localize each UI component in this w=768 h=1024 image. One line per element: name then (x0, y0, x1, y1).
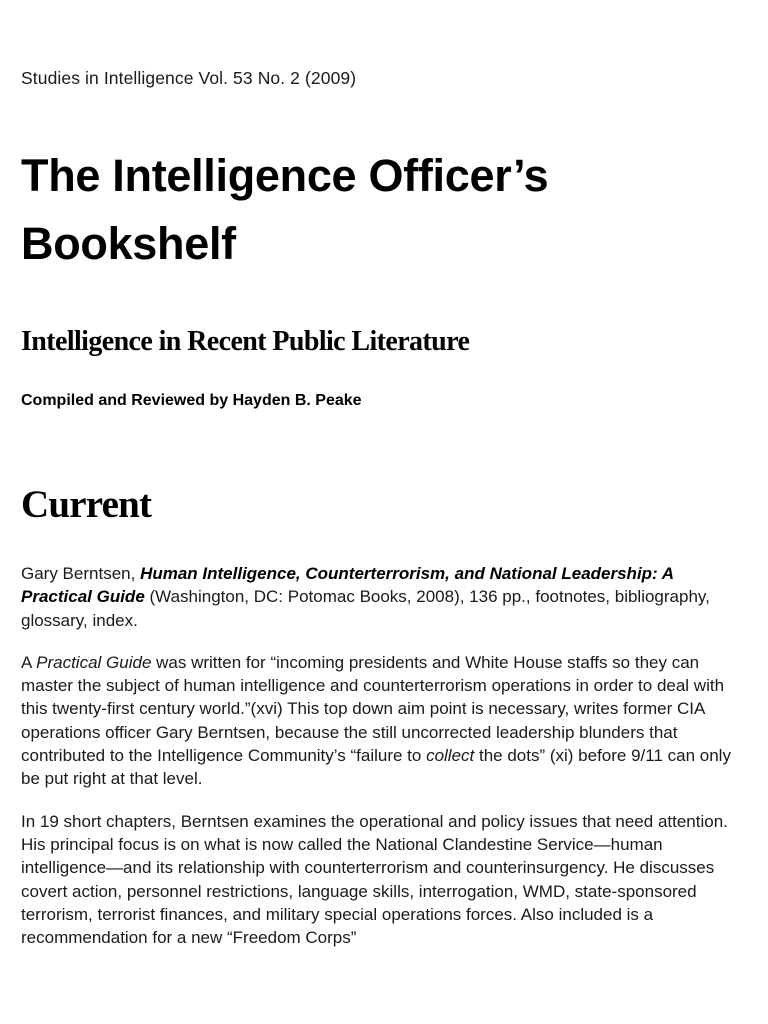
citation-publication: (Washington, DC: Potomac Books, 2008), 136 pp., footnotes, bibliography, glossary, index. (21, 587, 710, 630)
byline: Compiled and Reviewed by Hayden B. Peake (21, 392, 362, 409)
paragraph-text: the dots” (xi) before 9/11 can only be put right at that level. (21, 746, 731, 789)
journal-citation: Studies in Intelligence Vol. 53 No. 2 (2009) (21, 68, 357, 88)
citation-author: Gary Berntsen, (21, 564, 141, 583)
title-reference: Practical Guide (36, 652, 152, 672)
review-body (21, 562, 741, 968)
paragraph-text: A (21, 652, 37, 672)
page-title: The Intelligence Officer’s Bookshelf (21, 150, 549, 269)
citation-book-title: Human Intelligence, Counterterrorism, and National Leadership: A Practical Guide (21, 564, 674, 607)
paragraph-text: was written for “incoming presidents and White House staffs so they can master the subject of human intelligence and counterterrorism operations in order to deal with this twenty-first century world.”(xvi) This top down aim point is necessary, writes former CIA operations officer Gary Berntsen, because the still uncorrected leadership blunders that contributed to the Intelligence Community’s “failure to (21, 652, 725, 766)
review-paragraph-1 (21, 651, 741, 791)
section-heading: Current (21, 483, 152, 526)
book-citation (21, 562, 741, 632)
review-paragraph-2: In 19 short chapters, Berntsen examines the operational and policy issues that need attention. His principal focus is on what is now called the National Clandestine Service—human intelligence—and its relationship with counterterrorism and counterinsurgency. He discusses covert action, personnel restrictions, language skills, interrogation, WMD, state-sponsored terrorism, terrorist finances, and military special operations forces. Also included is a recommendation for a new “Freedom Corps” (21, 811, 728, 948)
emphasis-text: collect (426, 746, 475, 766)
page-subtitle: Intelligence in Recent Public Literature (21, 326, 470, 357)
